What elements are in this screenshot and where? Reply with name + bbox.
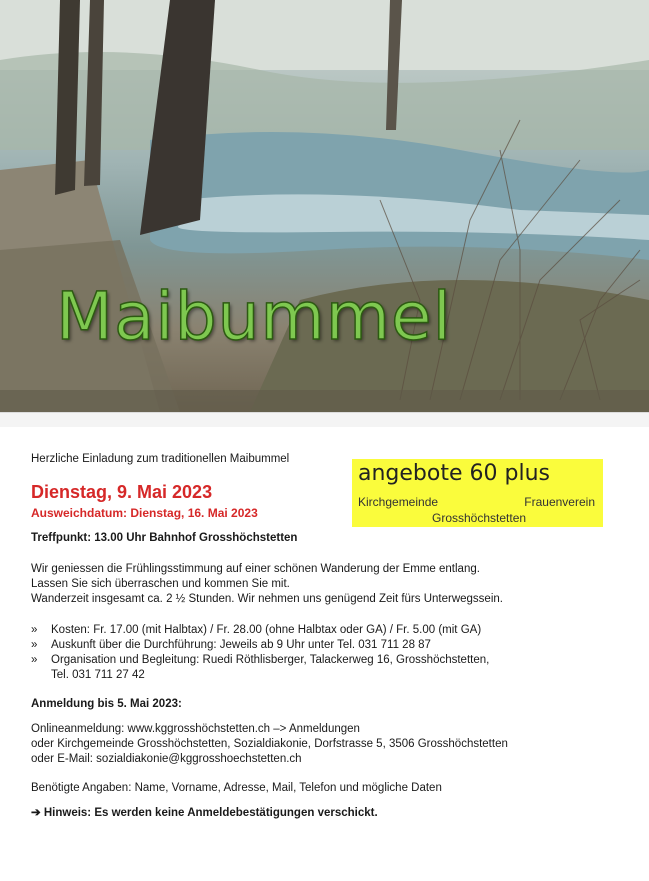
organisation-text: Organisation und Begleitung: Ruedi Röthlisberger, Talackerweg 16, Grosshöchstetten, [51, 654, 490, 666]
registration-online: Onlineanmeldung: www.kggrosshöchstetten.ch –> Anmeldungen [31, 723, 360, 735]
registration-address: oder Kirchgemeinde Grosshöchstetten, Sozialdiakonie, Dorfstrasse 5, 3506 Grosshöchstetten [31, 738, 508, 750]
registration-details [31, 722, 621, 767]
badge-organizer-church: Kirchgemeinde [358, 495, 439, 509]
page-title: Maibummel [56, 278, 452, 355]
bullet-marker: » [31, 639, 38, 651]
arrow-right-icon: ➔ [31, 807, 41, 819]
required-info: Benötigte Angaben: Name, Vorname, Adresse, Mail, Telefon und mögliche Daten [31, 782, 442, 794]
hero-photo [0, 0, 649, 412]
info-text: Auskunft über die Durchführung: Jeweils ab 9 Uhr unter Tel. 031 711 28 87 [51, 639, 431, 651]
cost-text: Kosten: Fr. 17.00 (mit Halbtax) / Fr. 28.00 (ohne Halbtax oder GA) / Fr. 5.00 (mit GA) [51, 624, 482, 636]
note-text: Hinweis: Es werden keine Anmeldebestätigungen verschickt. [43, 807, 378, 819]
list-item-info [31, 638, 621, 653]
description-line: Wanderzeit insgesamt ca. 2 ½ Stunden. Wir nehmen uns genügend Zeit fürs Unterwegssein. [31, 593, 503, 605]
list-item-organisation [31, 653, 621, 683]
badge-title: angebote 60 plus [358, 461, 550, 486]
intro-text: Herzliche Einladung zum traditionellen Maibummel [31, 453, 290, 465]
list-item-cost [31, 623, 621, 638]
registration-email: oder E-Mail: sozialdiakonie@kggrosshoechstetten.ch [31, 753, 302, 765]
badge-location: Grosshöchstetten [432, 511, 527, 525]
bullet-marker: » [31, 624, 38, 636]
alternate-date: Ausweichdatum: Dienstag, 16. Mai 2023 [31, 506, 258, 520]
invitation-body [31, 452, 621, 821]
note [31, 806, 621, 821]
header-divider [0, 412, 649, 427]
description-line: Lassen Sie sich überraschen und kommen Sie mit. [31, 578, 290, 590]
organisation-phone: Tel. 031 711 27 42 [51, 669, 145, 681]
registration-heading: Anmeldung bis 5. Mai 2023: [31, 698, 182, 710]
description [31, 562, 621, 607]
event-date: Dienstag, 9. Mai 2023 [31, 482, 213, 502]
details-list [31, 623, 621, 683]
description-line: Wir geniessen die Frühlingsstimmung auf einer schönen Wanderung der Emme entlang. [31, 563, 480, 575]
meeting-point: Treffpunkt: 13.00 Uhr Bahnhof Grosshöchstetten [31, 532, 298, 544]
badge-organizer-womens-club: Frauenverein [524, 495, 595, 509]
bullet-marker: » [31, 654, 38, 666]
